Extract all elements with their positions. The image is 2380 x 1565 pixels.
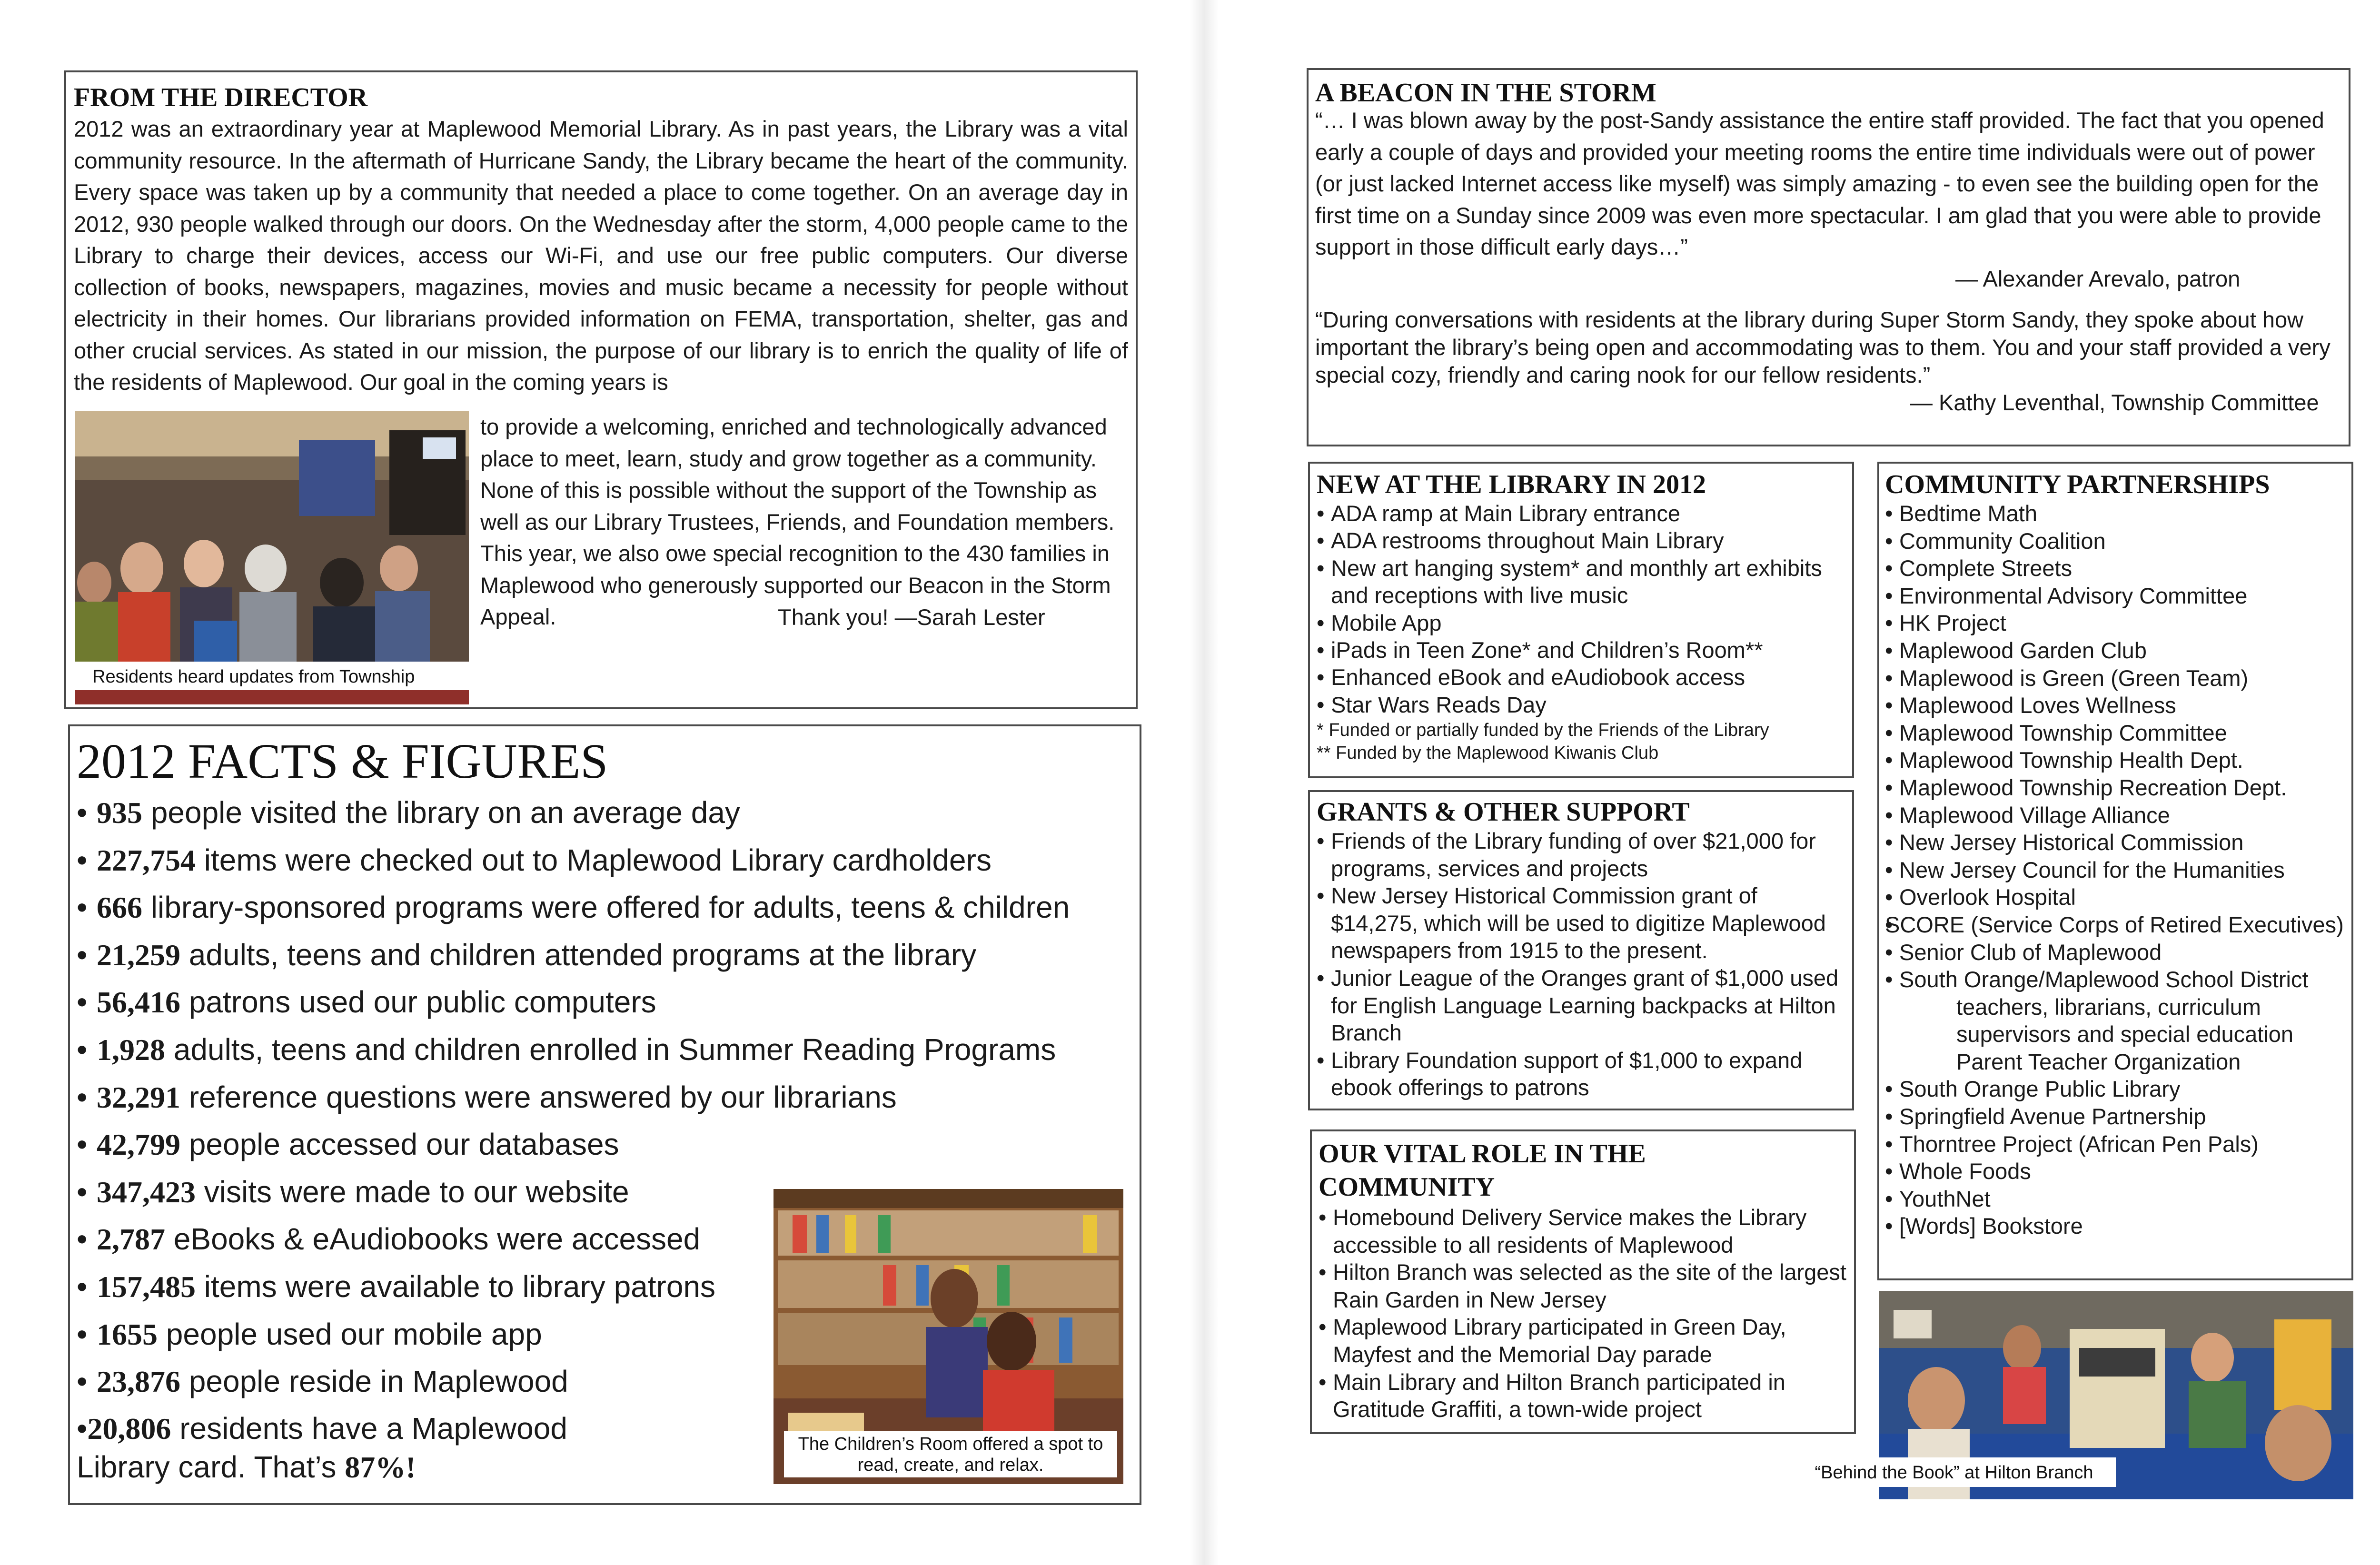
sub-line: supervisors and special education (1956, 1021, 2294, 1047)
list-item: • Homebound Delivery Service makes the Library accessible to all residents of Maplewood (1319, 1204, 1849, 1258)
fact-item: • 347,423 visits were made to our website (77, 1169, 1134, 1216)
facts-title: 2012 FACTS & FIGURES (77, 734, 608, 789)
list-item: • New art hanging system* and monthly art exhibits and receptions with live music (1317, 555, 1847, 609)
director-text-continued: to provide a welcoming, enriched and technologically advanced place to meet, learn, study and grow together as a community. None of this is possible without the support of the Township as well as our Library Trustees, Friends, and Foundation members. This year, we also owe special recognition to the 430 families in Maplewood who generously supported our Beacon in the Storm Appeal. (480, 414, 1115, 629)
partnerships-section (1877, 462, 2353, 1280)
list-item: • Complete Streets (1885, 555, 2348, 582)
grants-section (1308, 790, 1854, 1110)
list-item: • Whole Foods (1885, 1158, 2348, 1185)
director-signoff: Thank you! —Sarah Lester (778, 604, 1045, 630)
vital-role-list (1319, 1204, 1849, 1423)
fact-item: • 666 library-sponsored programs were offered for adults, teens & children (77, 884, 1134, 931)
fact-item: • 21,259 adults, teens and children attended programs at the library (77, 931, 1134, 979)
list-item: • Overlook Hospital (1885, 883, 2348, 911)
list-item: • Maplewood Township Committee (1885, 719, 2348, 747)
page-fold (1190, 0, 1219, 1565)
beacon-title: A BEACON IN THE STORM (1315, 78, 1656, 108)
fact-library-card: •20,806 residents have a Maplewood Library card. That’s 87%! (77, 1411, 567, 1484)
fact-item: • 1,928 adults, teens and children enrolled in Summer Reading Programs (77, 1026, 1134, 1074)
list-item: • YouthNet (1885, 1185, 2348, 1213)
behind-the-book-caption: “Behind the Book” at Hilton Branch (1792, 1457, 2116, 1487)
fact-item: • 42,799 people accessed our databases (77, 1121, 1134, 1169)
vital-role-section (1310, 1129, 1856, 1434)
fact-item: • 56,416 patrons used our public computers (77, 979, 1134, 1026)
partnerships-list (1885, 500, 2348, 993)
fact-item: • 227,754 items were checked out to Maplewood Library cardholders (77, 837, 1134, 884)
list-item: • Environmental Advisory Committee (1885, 582, 2348, 610)
sub-line: teachers, librarians, curriculum (1956, 994, 2261, 1020)
funding-note-kiwanis: ** Funded by the Maplewood Kiwanis Club (1317, 743, 1659, 763)
list-item: • Community Coalition (1885, 527, 2348, 555)
list-item: • Maplewood Village Alliance (1885, 802, 2348, 829)
list-item: • ADA restrooms throughout Main Library (1317, 527, 1847, 554)
beacon-attribution-leventhal: — Kathy Leventhal, Township Committee (1910, 389, 2319, 415)
vital-role-title: OUR VITAL ROLE IN THE COMMUNITY (1319, 1139, 1646, 1202)
list-item: • Senior Club of Maplewood (1885, 939, 2348, 966)
list-item: • New Jersey Historical Commission grant of $14,275, which will be used to digitize Maplewood newspapers from 1915 to the present. (1317, 882, 1847, 964)
director-section (64, 70, 1138, 709)
list-item: • Main Library and Hilton Branch participated in Gratitude Graffiti, a town-wide project (1319, 1368, 1849, 1423)
new-2012-title: NEW AT THE LIBRARY IN 2012 (1317, 470, 1706, 499)
photo-caption-strip (75, 690, 469, 704)
list-item: • New Jersey Historical Commission (1885, 829, 2348, 856)
list-item: • Hilton Branch was selected as the site of the largest Rain Garden in New Jersey (1319, 1258, 1849, 1313)
list-item: • Maplewood is Green (Green Team) (1885, 664, 2348, 692)
list-item: • Library Foundation support of $1,000 to expand ebook offerings to patrons (1317, 1047, 1847, 1101)
funding-note-friends: * Funded or partially funded by the Friends of the Library (1317, 720, 1769, 741)
partnerships-list-continued (1885, 1075, 2348, 1240)
list-item: • Bedtime Math (1885, 500, 2348, 527)
list-item: • Thorntree Project (African Pen Pals) (1885, 1130, 2348, 1158)
list-item: • iPads in Teen Zone* and Children’s Room** (1317, 636, 1847, 664)
list-item: • Maplewood Township Recreation Dept. (1885, 774, 2348, 802)
new-2012-list (1317, 500, 1847, 718)
list-item: • Star Wars Reads Day (1317, 691, 1847, 718)
list-item: • ADA ramp at Main Library entrance (1317, 500, 1847, 527)
fact-item: • 935 people visited the library on an average day (77, 789, 1134, 837)
fact-item: • 1655 people used our mobile app (77, 1311, 1134, 1358)
new-2012-section (1308, 462, 1854, 778)
beacon-attribution-arevalo: — Alexander Arevalo, patron (1955, 266, 2241, 291)
fact-item: • 2,787 eBooks & eAudiobooks were accessed (77, 1216, 1134, 1263)
list-item: • Maplewood Township Health Dept. (1885, 746, 2348, 774)
fact-item: • 32,291 reference questions were answered by our librarians (77, 1074, 1134, 1121)
list-item: • Springfield Avenue Partnership (1885, 1103, 2348, 1130)
list-item: • Mobile App (1317, 609, 1847, 636)
list-item: • SCORE (Service Corps of Retired Executives) (1885, 911, 2348, 939)
list-item: • Maplewood Loves Wellness (1885, 692, 2348, 719)
school-district-sublist (1885, 993, 2348, 1076)
childrens-room-caption: The Children’s Room offered a spot to read, create, and relax. (784, 1431, 1117, 1477)
beacon-section (1307, 68, 2350, 446)
director-title: FROM THE DIRECTOR (74, 83, 368, 112)
grants-title: GRANTS & OTHER SUPPORT (1317, 797, 1690, 827)
list-item: • Junior League of the Oranges grant of $1,000 used for English Language Learning backpacks at Hilton Branch (1317, 964, 1847, 1047)
beacon-quote-arevalo: “… I was blown away by the post-Sandy assistance the entire staff provided. The fact that you opened early a couple of days and provided your meeting rooms the entire time individuals were out of power (or just lacked Internet access like myself) was simply amazing - to even see the building open for the first time on a Sunday since 2009 was even more spectacular. I am glad that you were able to provide support in those difficult early days…” (1315, 108, 2324, 259)
list-item: • South Orange Public Library (1885, 1075, 2348, 1103)
beacon-quote-leventhal: “During conversations with residents at the library during Super Storm Sandy, they spoke about how important the library’s being open and accommodating was to them. You and your staff provided a very special cozy, friendly and caring nook for our fellow residents.” (1315, 307, 2330, 387)
list-item: • Maplewood Garden Club (1885, 637, 2348, 664)
sub-line: Parent Teacher Organization (1956, 1049, 2241, 1074)
fact-item: • 157,485 items were available to library patrons (77, 1263, 1134, 1311)
township-meeting-photo (75, 411, 469, 704)
director-text: 2012 was an extraordinary year at Maplewood Memorial Library. As in past years, the Library was a vital community resource. In the aftermath of Hurricane Sandy, the Library became the heart of the community. Every space was taken up by a community that needed a place to come together. On an average day in 2012, 930 people walked through our doors. On the Wednesday after the storm, 4,000 people came to the Library to charge their devices, access our Wi-Fi, and use our free public computers. Our diverse collection of books, newspapers, magazines, movies and music became a necessity for people without electricity in their homes. Our librarians provided information on FEMA, transportation, shelter, gas and other crucial services. As stated in our mission, the purpose of our library is to enrich the quality of life of the residents of Maplewood. Our goal in the coming years is (74, 116, 1128, 395)
fact-item: • 23,876 people reside in Maplewood (77, 1358, 1134, 1406)
list-item: • South Orange/Maplewood School District (1885, 966, 2348, 993)
list-item: • Maplewood Library participated in Green Day, Mayfest and the Memorial Day parade (1319, 1313, 1849, 1368)
list-item: • [Words] Bookstore (1885, 1212, 2348, 1240)
list-item: • HK Project (1885, 609, 2348, 637)
grants-list (1317, 827, 1847, 1101)
list-item: • Enhanced eBook and eAudiobook access (1317, 664, 1847, 691)
list-item: • New Jersey Council for the Humanities (1885, 856, 2348, 884)
partnerships-title: COMMUNITY PARTNERSHIPS (1885, 470, 2270, 499)
director-photo-caption: Residents heard updates from Township (75, 662, 469, 690)
list-item: • Friends of the Library funding of over $21,000 for programs, services and projects (1317, 827, 1847, 882)
facts-section (68, 724, 1141, 1505)
